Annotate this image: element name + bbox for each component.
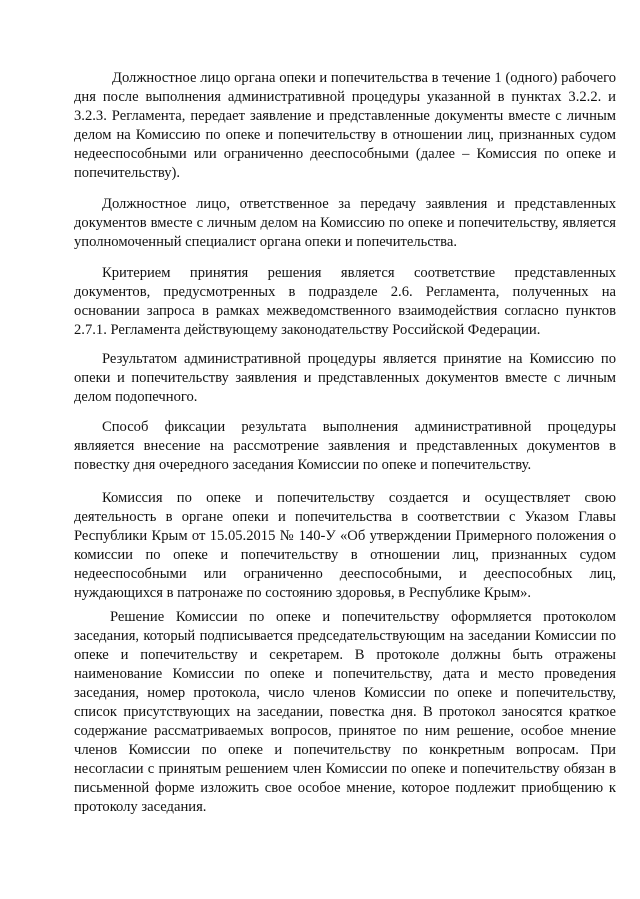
- paragraph-commission-decision-protocol: Решение Комиссии по опеке и попечительству оформляется протоколом заседания, который подписывается председательствующим на заседании Комиссии по опеке и попечительству и секретарем. В протоколе должны быть отражены наименование Комиссии по опеке и попечительству, дата и место проведения заседания, номер протокола, число членов Комиссии по опеке и попечительству, список присутствующих на заседании, повестка дня. В протокол заносятся краткое содержание рассматриваемых вопросов, принятое по ним решение, особое мнение членов Комиссии по опеке и попечительству по конкретным вопросам. При несогласии с принятым решением член Комиссии по опеке и попечительству обязан в письменной форме изложить свое особое мнение, которое подлежит приобщению к протоколу заседания.: [74, 609, 616, 815]
- paragraph-procedure-result: Результатом административной процедуры является принятие на Комиссию по опеки и попечительству заявления и представленных документов вместе с личным делом подопечного.: [74, 351, 616, 405]
- paragraph-responsible-official: Должностное лицо, ответственное за передачу заявления и представленных документов вместе с личным делом на Комиссию по опеке и попечительству, является уполномоченный специалист органа опеки и попечительства.: [74, 196, 616, 250]
- paragraph-transfer-to-commission: Должностное лицо органа опеки и попечительства в течение 1 (одного) рабочего дня после выполнения административной процедуры указанной в пунктах 3.2.2. и 3.2.3. Регламента, передает заявление и представленные документы вместе с личным делом на Комиссию по опеке и попечительству в отношении лиц, признанных судом недееспособными или ограниченно дееспособными (далее – Комиссия по опеке и попечительству).: [74, 70, 616, 181]
- paragraph-result-recording: Способ фиксации результата выполнения административной процедуры являяется внесение на рассмотрение заявления и представленных документов в повестку дня очередного заседания Комиссии по опеке и попечительству.: [74, 419, 616, 473]
- paragraph-decision-criterion: Критерием принятия решения является соответствие представленных документов, предусмотренных в подразделе 2.6. Регламента, полученных на основании запроса в рамках межведомственного взаимодействия согласно пунктов 2.7.1. Регламента действующему законодательству Российской Федерации.: [74, 265, 616, 338]
- paragraph-commission-basis: Комиссия по опеке и попечительству создается и осуществляет свою деятельность в органе опеки и попечительства в соответствии с Указом Главы Республики Крым от 15.05.2015 № 140-У «Об утверждении Примерного положения о комиссии по опеке и попечительству в отношении лиц, признанных судом недееспособными или ограниченно дееспособными, и дееспособных лиц, нуждающихся в патронаже по состоянию здоровья, в Республике Крым».: [74, 490, 616, 601]
